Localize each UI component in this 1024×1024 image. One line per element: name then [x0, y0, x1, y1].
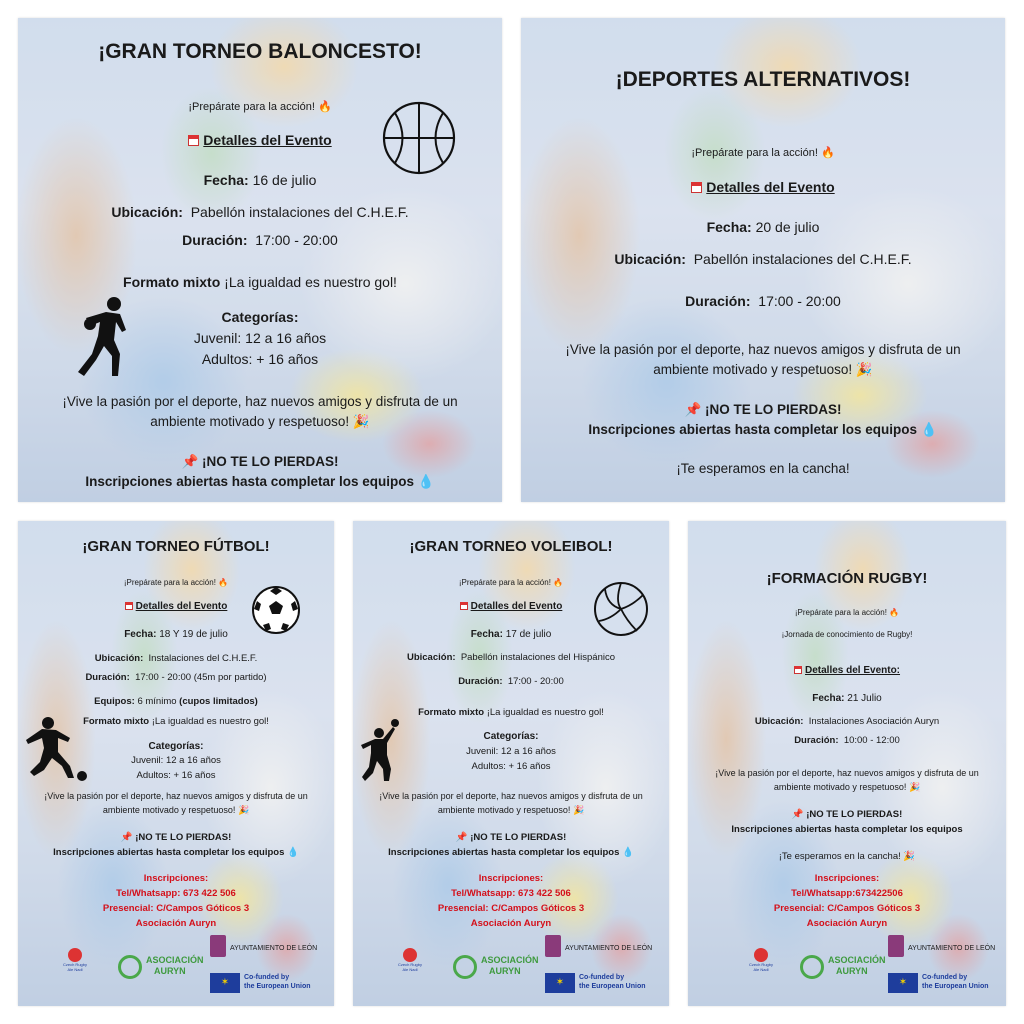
poster-deportes-alternativos: [521, 18, 1005, 502]
pushpin-icon: 📌: [455, 832, 468, 843]
fecha-line: Fecha: 21 Julio: [812, 693, 882, 704]
inscripciones-line: Inscripciones abiertas hasta completar los equipos 💧: [53, 847, 299, 858]
poster-title: ¡GRAN TORNEO VOLEIBOL!: [409, 538, 613, 555]
fecha-line: Fecha: 20 de julio: [706, 219, 820, 235]
poster-baloncesto: [18, 18, 502, 502]
party-popper-icon: 🎉: [572, 805, 585, 815]
pasion-line-1: ¡Vive la pasión por el deporte, haz nuevos amigos y disfruta de un: [715, 768, 979, 778]
asociacion-auryn-logo: ASOCIACIÓN AURYN: [118, 951, 198, 985]
water-drop-icon: 💧: [622, 847, 634, 858]
prepare-text: ¡Prepárate para la acción! 🔥: [794, 608, 900, 617]
ubicacion-line: Ubicación: Pabellón instalaciones del Hispánico: [406, 652, 616, 663]
inscripciones-title: Inscripciones:: [143, 873, 209, 884]
fire-icon: 🔥: [553, 578, 564, 587]
duracion-line: Duración: 17:00 - 20:00: [182, 232, 338, 248]
inscripciones-line: Inscripciones abiertas hasta completar los equipos: [731, 824, 963, 835]
duracion-line: Duración: 17:00 - 20:00: [685, 293, 841, 309]
calendar-icon: [794, 666, 802, 674]
categorias-label: Categorías:: [221, 309, 299, 325]
eu-cofunded-logo: ✶ Co-funded by the European Union: [888, 971, 1002, 995]
czech-rugby-logo: Czech Rugby Ale Nadl: [393, 948, 427, 982]
no-te-lo-pierdas: 📌 ¡NO TE LO PIERDAS!: [684, 402, 842, 417]
poster-title: ¡GRAN TORNEO BALONCESTO!: [98, 40, 422, 63]
party-popper-icon: 🎉: [908, 782, 921, 792]
eu-flag-icon: ✶: [210, 973, 240, 993]
ubicacion-line: Ubicación: Instalaciones del C.H.E.F.: [94, 653, 258, 664]
calendar-icon: [460, 602, 468, 610]
pasion-line-1: ¡Vive la pasión por el deporte, haz nuevos amigos y disfruta de un: [62, 394, 458, 409]
formato-line: Formato mixto ¡La igualdad es nuestro gol!: [418, 707, 604, 718]
adultos-line: Adultos: + 16 años: [471, 761, 551, 772]
calendar-icon: [125, 602, 133, 610]
no-te-lo-pierdas: 📌 ¡NO TE LO PIERDAS!: [791, 809, 903, 820]
adultos-line: Adultos: + 16 años: [201, 351, 319, 367]
presencial-line: Presencial: C/Campos Góticos 3: [437, 903, 585, 914]
pasion-line-1: ¡Vive la pasión por el deporte, haz nuevos amigos y disfruta de un: [44, 791, 308, 801]
ubicacion-line: Ubicación: Pabellón instalaciones del C.H.E.F.: [614, 251, 912, 267]
poster-voleibol: [353, 521, 669, 1006]
calendar-icon: [188, 135, 199, 146]
pasion-line-2: ambiente motivado y respetuoso! 🎉: [437, 805, 585, 815]
soccer-ball-icon: [251, 585, 301, 635]
pushpin-icon: 📌: [181, 454, 199, 469]
duracion-line: Duración: 17:00 - 20:00: [458, 676, 564, 687]
tel-line: Tel/Whatsapp: 673 422 506: [451, 888, 571, 899]
basketball-icon: [382, 101, 456, 175]
asociacion-line: Asociación Auryn: [135, 918, 217, 929]
fecha-line: Fecha: 17 de julio: [470, 629, 552, 640]
poster-futbol: [18, 521, 334, 1006]
pasion-line-2: ambiente motivado y respetuoso! 🎉: [150, 414, 370, 429]
eu-flag-icon: ✶: [545, 973, 575, 993]
soccer-player-silhouette: [22, 716, 88, 782]
no-te-lo-pierdas: 📌 ¡NO TE LO PIERDAS!: [181, 454, 339, 469]
water-drop-icon: 💧: [417, 474, 435, 489]
details-heading: Detalles del Evento: [18, 601, 334, 612]
asociacion-auryn-logo: ASOCIACIÓN AURYN: [800, 951, 880, 985]
details-heading: Detalles del Evento:: [688, 665, 1006, 676]
czech-rugby-logo: Czech Rugby Ale Nadl: [58, 948, 92, 982]
pasion-line-2: ambiente motivado y respetuoso! 🎉: [773, 782, 921, 792]
tel-line: Tel/Whatsapp:673422506: [791, 888, 903, 899]
fecha-line: Fecha: 16 de julio: [203, 172, 317, 188]
pasion-line-1: ¡Vive la pasión por el deporte, haz nuevos amigos y disfruta de un: [379, 791, 643, 801]
juvenil-line: Juvenil: 12 a 16 años: [193, 330, 327, 346]
prepare-text: ¡Prepárate para la acción! 🔥: [188, 101, 332, 113]
duracion-line: Duración: 10:00 - 12:00: [794, 735, 900, 746]
party-popper-icon: 🎉: [855, 362, 873, 377]
volleyball-player-silhouette: [361, 719, 403, 785]
water-drop-icon: 💧: [920, 422, 938, 437]
ubicacion-line: Ubicación: Instalaciones Asociación Auryn: [754, 716, 940, 727]
fire-icon: 🔥: [218, 578, 229, 587]
no-te-lo-pierdas: 📌 ¡NO TE LO PIERDAS!: [455, 832, 567, 843]
pushpin-icon: 📌: [120, 832, 133, 843]
pasion-line-2: ambiente motivado y respetuoso! 🎉: [653, 362, 873, 377]
details-heading: Detalles del Evento: [18, 132, 502, 148]
inscripciones-title: Inscripciones:: [478, 873, 544, 884]
ayuntamiento-leon-logo: AYUNTAMIENTO DE LEÓN: [210, 935, 328, 959]
eu-cofunded-logo: ✶ Co-funded by the European Union: [545, 971, 663, 995]
eu-flag-icon: ✶: [888, 973, 918, 993]
categorias-label: Categorías:: [148, 741, 204, 752]
equipos-line: Equipos: 6 mínimo (cupos limitados): [94, 696, 258, 707]
inscripciones-line: Inscripciones abiertas hasta completar los equipos 💧: [588, 422, 938, 437]
poster-title: ¡DEPORTES ALTERNATIVOS!: [615, 68, 911, 91]
presencial-line: Presencial: C/Campos Góticos 3: [102, 903, 250, 914]
details-heading: Detalles del Evento: [521, 179, 1005, 195]
prepare-text: ¡Prepárate para la acción! 🔥: [123, 578, 229, 587]
fire-icon: 🔥: [820, 147, 835, 159]
adultos-line: Adultos: + 16 años: [136, 770, 216, 781]
presencial-line: Presencial: C/Campos Góticos 3: [773, 903, 921, 914]
poster-title: ¡FORMACIÓN RUGBY!: [766, 570, 928, 587]
juvenil-line: Juvenil: 12 a 16 años: [466, 746, 556, 757]
pasion-line-1: ¡Vive la pasión por el deporte, haz nuevos amigos y disfruta de un: [565, 342, 961, 357]
czech-rugby-logo: Czech Rugby Ale Nadl: [744, 948, 778, 982]
pushpin-icon: 📌: [684, 402, 702, 417]
asociacion-line: Asociación Auryn: [470, 918, 552, 929]
asociacion-auryn-logo: ASOCIACIÓN AURYN: [453, 951, 533, 985]
details-heading: Detalles del Evento: [353, 601, 669, 612]
esperamos-line: ¡Te esperamos en la cancha! 🎉: [778, 851, 916, 862]
water-drop-icon: 💧: [287, 847, 299, 858]
eu-cofunded-logo: ✶ Co-funded by the European Union: [210, 971, 328, 995]
ayuntamiento-leon-logo: AYUNTAMIENTO DE LEÓN: [888, 935, 1002, 959]
pushpin-icon: 📌: [791, 809, 804, 820]
pasion-line-2: ambiente motivado y respetuoso! 🎉: [102, 805, 250, 815]
inscripciones-title: Inscripciones:: [814, 873, 880, 884]
inscripciones-line: Inscripciones abiertas hasta completar los equipos 💧: [85, 474, 435, 489]
poster-rugby: [688, 521, 1006, 1006]
jornada-text: ¡Jornada de conocimiento de Rugby!: [781, 630, 913, 639]
party-popper-icon: 🎉: [352, 414, 370, 429]
party-popper-icon: 🎉: [237, 805, 250, 815]
formato-line: Formato mixto ¡La igualdad es nuestro gol!: [83, 716, 269, 727]
juvenil-line: Juvenil: 12 a 16 años: [131, 755, 221, 766]
inscripciones-line: Inscripciones abiertas hasta completar los equipos 💧: [388, 847, 634, 858]
fecha-line: Fecha: 18 Y 19 de julio: [124, 629, 228, 640]
duracion-line: Duración: 17:00 - 20:00 (45m por partido): [85, 672, 267, 683]
ayuntamiento-leon-logo: AYUNTAMIENTO DE LEÓN: [545, 935, 663, 959]
prepare-text: ¡Prepárate para la acción! 🔥: [691, 147, 835, 159]
no-te-lo-pierdas: 📌 ¡NO TE LO PIERDAS!: [120, 832, 232, 843]
basketball-player-silhouette: [76, 296, 134, 382]
asociacion-line: Asociación Auryn: [806, 918, 888, 929]
fire-icon: 🔥: [889, 608, 900, 617]
esperamos-line: ¡Te esperamos en la cancha!: [676, 461, 850, 476]
fire-icon: 🔥: [317, 101, 332, 113]
categorias-label: Categorías:: [483, 731, 539, 742]
calendar-icon: [691, 182, 702, 193]
tel-line: Tel/Whatsapp: 673 422 506: [116, 888, 236, 899]
ubicacion-line: Ubicación: Pabellón instalaciones del C.H.E.F.: [111, 204, 409, 220]
volleyball-icon: [593, 581, 649, 637]
prepare-text: ¡Prepárate para la acción! 🔥: [458, 578, 564, 587]
formato-line: Formato mixto ¡La igualdad es nuestro gol!: [123, 274, 397, 290]
poster-title: ¡GRAN TORNEO FÚTBOL!: [82, 538, 270, 555]
party-popper-icon: 🎉: [903, 851, 916, 862]
